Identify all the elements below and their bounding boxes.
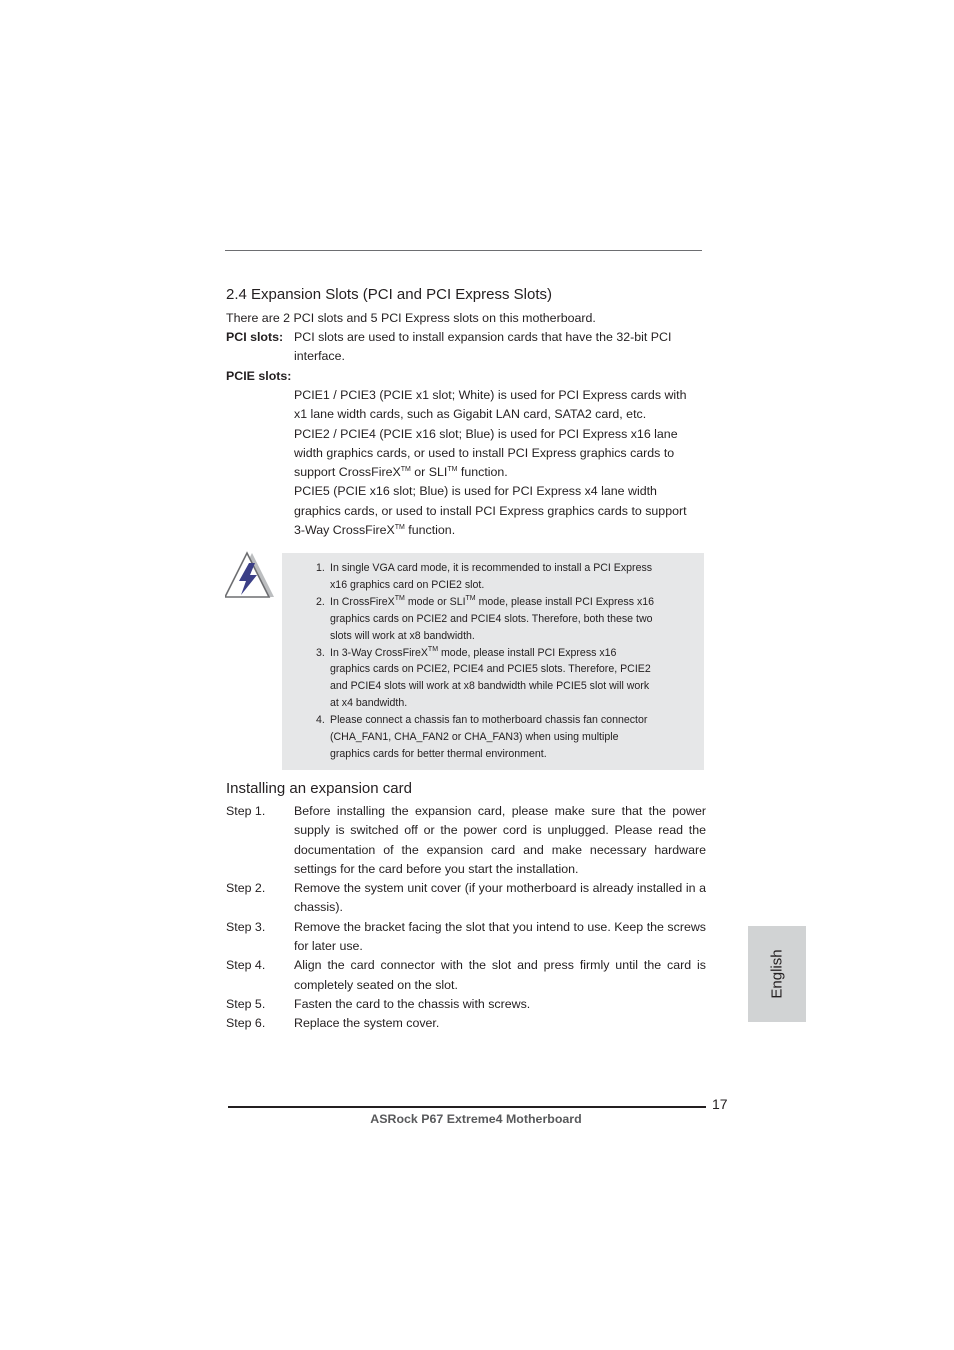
note-line: In single VGA card mode, it is recommended to install a PCI Express [330,562,653,574]
step-row [226,995,706,1014]
note-number: 1. [316,562,325,574]
pcie1-paragraph [294,386,706,425]
trademark: TM [465,594,476,602]
install-title: Installing an expansion card [226,780,412,797]
page-number: 17 [712,1096,728,1112]
pcie-line: function. [457,465,508,480]
pcie2-paragraph [294,425,706,483]
trademark: TM [400,466,411,474]
pci-slots-description [294,328,706,367]
pci-line: interface. [294,349,345,364]
trademark: TM [394,524,405,532]
step-row [226,879,706,918]
section-title: 2.4 Expansion Slots (PCI and PCI Express Slots) [226,286,552,303]
pcie-line: PCIE5 (PCIE x16 slot; Blue) is used for PCI Express x4 lane width [294,484,657,499]
step-label: Step 5. [226,996,266,1011]
step-text: Replace the system cover. [294,1016,440,1031]
note-line: mode or SLI [404,595,466,608]
note-item [316,560,680,594]
note-line: at x4 bandwidth. [330,697,408,710]
note-line: mode, please install PCI Express x16 [475,595,655,608]
language-tab-label: English [768,949,786,999]
pcie-line: width graphics cards, or used to install PCI Express graphics cards to [294,445,675,460]
pcie-slots-description [294,386,706,540]
footer-rule [228,1106,706,1108]
note-item [316,712,680,763]
footer-title: ASRock P67 Extreme4 Motherboard [370,1112,582,1126]
step-label: Step 6. [226,1016,266,1031]
step-label: Step 1. [226,804,266,818]
trademark: TM [427,645,439,653]
step-row [226,918,706,957]
pcie5-paragraph [294,482,706,540]
pcie-line: x1 lane width cards, such as Gigabit LAN card, SATA2 card, etc. [294,407,647,422]
warning-icon [225,551,275,599]
pcie-slots-label: PCIE slots: [226,369,292,383]
pci-slots-label: PCI slots: [226,330,284,344]
pcie-line: function. [404,523,456,538]
note-line: graphics cards on PCIE2 and PCIE4 slots. Therefore, both these two [330,612,653,625]
note-line: graphics cards on PCIE2, PCIE4 and PCIE5 slots. Therefore, PCIE2 [330,663,651,676]
note-item [316,594,680,645]
note-line: mode, please install PCI Express x16 [438,646,617,659]
note-line: (CHA_FAN1, CHA_FAN2 or CHA_FAN3) when using multiple [330,731,619,744]
note-number: 2. [316,595,325,608]
pcie-line: PCIE2 / PCIE4 (PCIE x16 slot; Blue) is used for PCI Express x16 lane [294,426,678,441]
step-row [226,956,706,995]
header-rule [225,250,702,251]
language-tab [748,926,806,1022]
note-line: In 3-Way CrossFireX [330,646,428,659]
note-line: slots will work at x8 bandwidth. [330,629,475,642]
pcie-line: 3-Way CrossFireX [294,523,395,538]
note-line: and PCIE4 slots will work at x8 bandwidth while PCIE5 slot will work [330,680,650,693]
step-text: Remove the bracket facing the slot that you intend to use. Keep the screws for later use. [294,919,706,954]
install-steps [226,802,706,1034]
step-text: Fasten the card to the chassis with screws. [294,996,531,1011]
trademark: TM [447,466,458,474]
step-label: Step 4. [226,958,266,973]
pcie-line: or SLI [410,465,448,480]
pci-line: PCI slots are used to install expansion cards that have the 32-bit PCI [294,330,672,344]
pcie-line: graphics cards, or used to install PCI Express graphics cards to support [294,503,687,518]
step-label: Step 3. [226,919,266,934]
note-line: graphics cards for better thermal environment. [330,747,547,760]
note-number: 3. [316,646,325,659]
section-intro: There are 2 PCI slots and 5 PCI Express slots on this motherboard. [226,311,596,325]
pcie-line: PCIE1 / PCIE3 (PCIE x1 slot; White) is used for PCI Express cards with [294,388,687,402]
step-label: Step 2. [226,881,266,896]
pci-slots-definition [226,328,706,367]
notes-list [316,560,680,763]
trademark: TM [394,594,405,602]
note-line: In CrossFireX [330,595,395,608]
step-row [226,802,706,879]
step-text: Before installing the expansion card, please make sure that the power supply is switched off or the power cord is unplugged. Please read the documentation of the expansion card and make necessary hardware settings for the card before you start the installation. [294,804,706,876]
note-number: 4. [316,714,325,727]
step-text: Align the card connector with the slot and press firmly until the card is completely seated on the slot. [294,958,706,992]
step-row [226,1014,706,1033]
step-text: Remove the system unit cover (if your motherboard is already installed in a chassis). [294,881,706,915]
pcie-line: support CrossFireX [294,465,401,480]
note-line: Please connect a chassis fan to motherboard chassis fan connector [330,714,648,727]
note-item [316,645,680,713]
note-line: x16 graphics card on PCIE2 slot. [330,578,485,591]
